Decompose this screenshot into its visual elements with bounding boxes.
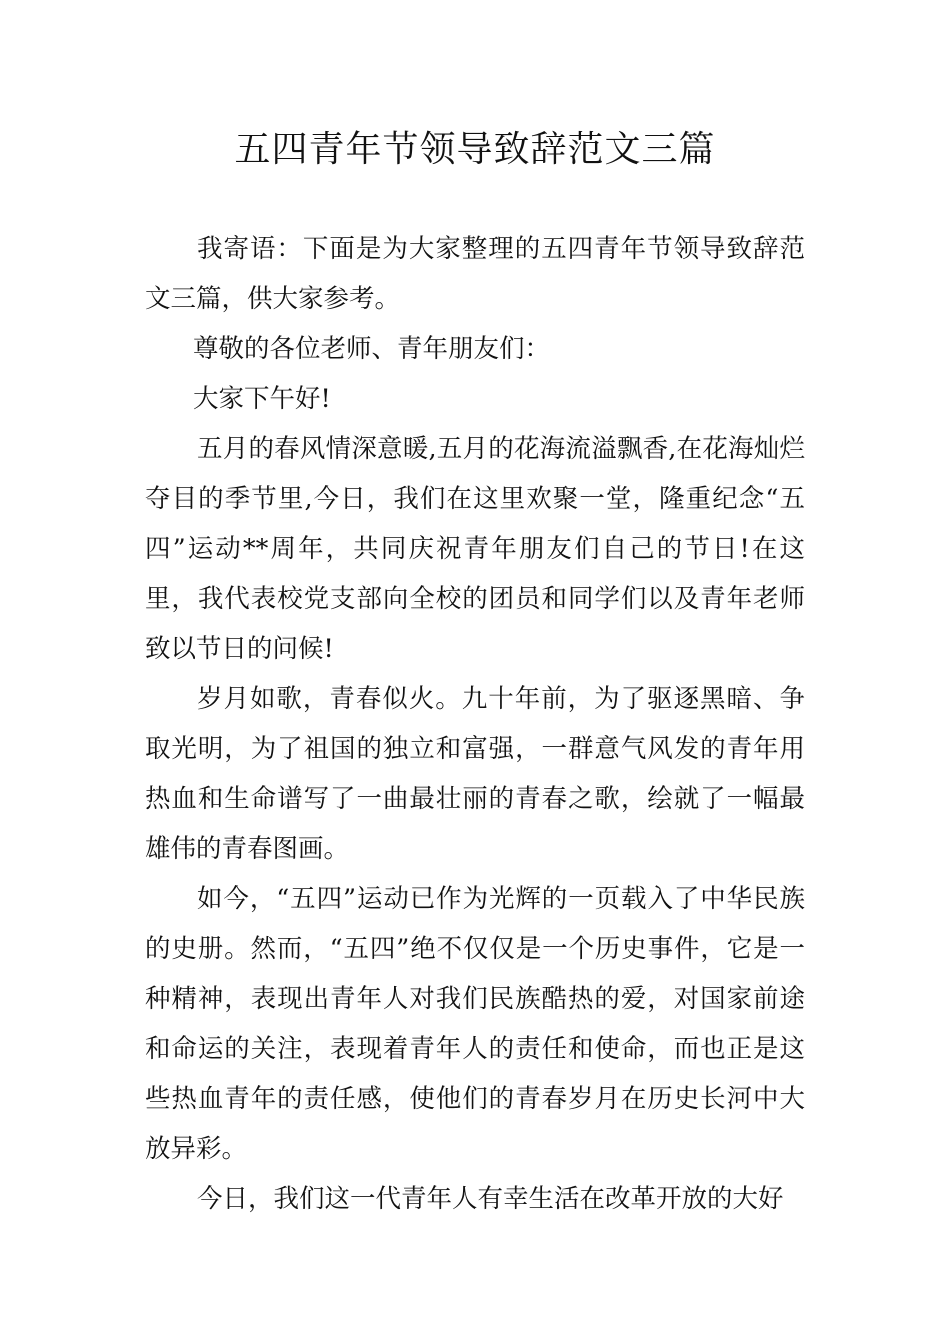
body-paragraph: 岁月如歌，青春似火。九十年前，为了驱逐黑暗、争取光明，为了祖国的独立和富强，一群意气风发的青年用热血和生命谱写了一曲最壮丽的青春之歌，绘就了一幅最雄伟的青春图画。 (145, 684, 805, 864)
intro-paragraph: 我寄语：下面是为大家整理的五四青年节领导致辞范文三篇，供大家参考。 (145, 234, 805, 314)
document-title: 五四青年节领导致辞范文三篇 (234, 129, 716, 170)
body-paragraph: 五月的春风情深意暖,五月的花海流溢飘香,在花海灿烂夺目的季节里,今日，我们在这里欢聚一堂，隆重纪念“五四”运动**周年，共同庆祝青年朋友们自己的节日!在这里，我代表校党支部向全校的团员和同学们以及青年老师致以节日的问候! (145, 434, 805, 664)
greeting-line: 大家下午好! (193, 384, 331, 414)
salutation-line: 尊敬的各位老师、青年朋友们： (193, 334, 551, 364)
document-body (145, 224, 805, 1224)
body-paragraph: 如今，“五四”运动已作为光辉的一页载入了中华民族的史册。然而，“五四”绝不仅仅是一个历史事件，它是一种精神，表现出青年人对我们民族酷热的爱，对国家前途和命运的关注，表现着青年人的责任和使命，而也正是这些热血青年的责任感，使他们的青春岁月在历史长河中大放异彩。 (145, 884, 805, 1164)
body-paragraph: 今日，我们这一代青年人有幸生活在改革开放的大好 (197, 1184, 784, 1214)
